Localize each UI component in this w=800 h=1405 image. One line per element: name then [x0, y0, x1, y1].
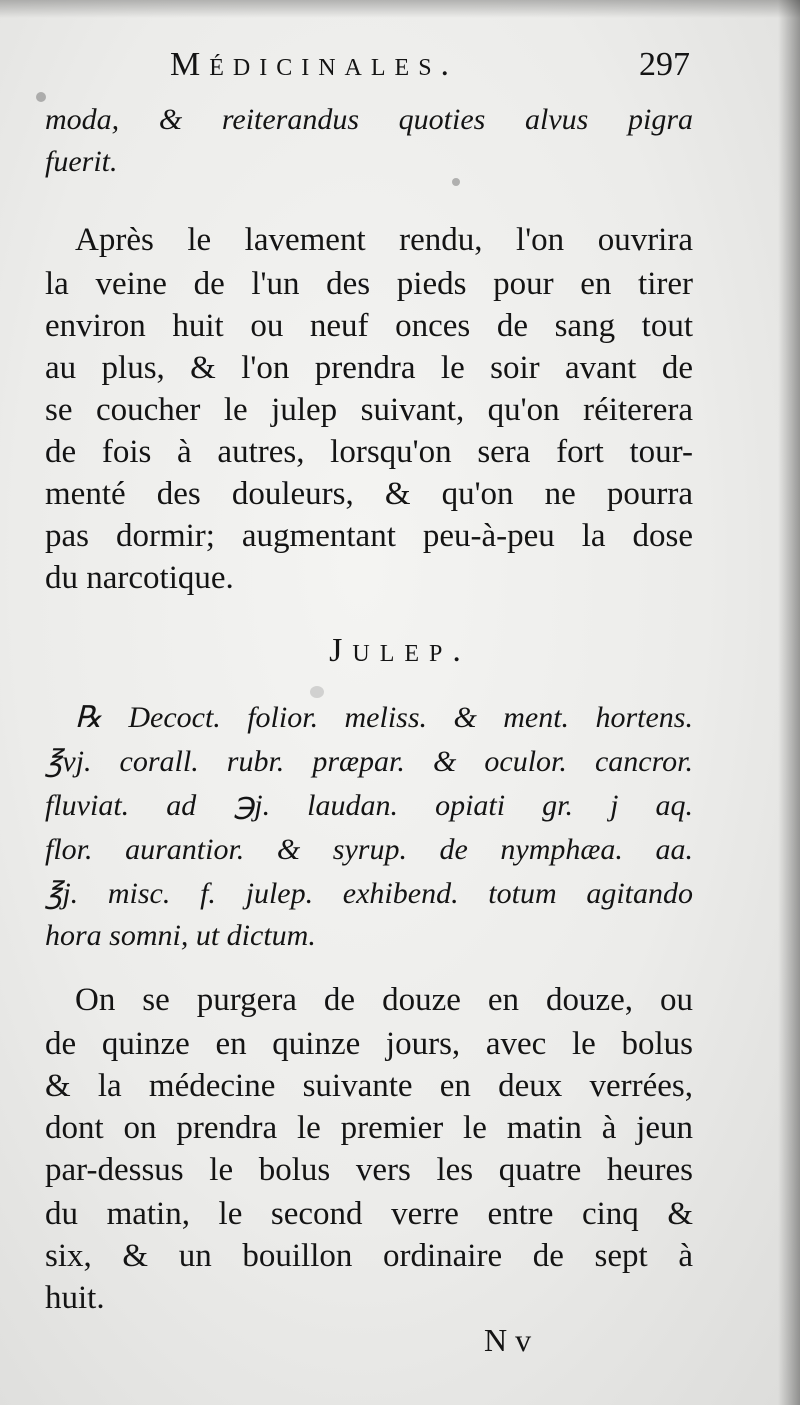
paragraph-2-line-6: de fois à autres, lorsqu'on sera fort tour-: [45, 434, 693, 470]
ink-smudge: [36, 92, 46, 102]
running-title: Médicinales.: [170, 46, 459, 83]
top-gutter-shadow: [0, 0, 800, 18]
prescription-line-2: ℥vj. corall. rubr. præpar. & oculor. cancror.: [45, 745, 693, 778]
ink-smudge: [452, 178, 460, 186]
paragraph-3-line-2: de quinze en quinze jours, avec le bolus: [45, 1026, 693, 1062]
paragraph-3-line-3: & la médecine suivante en deux verrées,: [45, 1068, 693, 1104]
paragraph-3-line-7: six, & un bouillon ordinaire de sept à: [45, 1238, 693, 1274]
paragraph-3-line-6: du matin, le second verre entre cinq &: [45, 1196, 693, 1232]
paragraph-3-line-5: par-dessus le bolus vers les quatre heures: [45, 1152, 693, 1188]
paragraph-3-line-8: huit.: [45, 1280, 105, 1316]
paragraph-2-line-3: environ huit ou neuf onces de sang tout: [45, 308, 693, 344]
paragraph-2-line-2: la veine de l'un des pieds pour en tirer: [45, 266, 693, 302]
paragraph-3-line-1: On se purgera de douze en douze, ou: [75, 982, 693, 1018]
paragraph-2-line-9: du narcotique.: [45, 560, 234, 596]
paragraph-2-line-1: Après le lavement rendu, l'on ouvrira: [75, 222, 693, 258]
prescription-line-6: hora somni, ut dictum.: [45, 919, 316, 952]
paragraph-2-line-4: au plus, & l'on prendra le soir avant de: [45, 350, 693, 386]
prescription-line-1: ℞ Decoct. folior. meliss. & ment. hortens.: [75, 701, 693, 734]
paragraph-3-line-4: dont on prendra le premier le matin à jeun: [45, 1110, 693, 1146]
ink-smudge: [310, 686, 324, 698]
signature-mark: N v: [484, 1322, 532, 1358]
right-edge-shadow: [778, 0, 800, 1405]
section-heading-julep: Julep.: [329, 632, 471, 669]
paragraph-2-line-5: se coucher le julep suivant, qu'on réiterera: [45, 392, 693, 428]
paragraph-1-line-2: fuerit.: [45, 145, 118, 178]
paragraph-1-line-1: moda, & reiterandus quoties alvus pigra: [45, 103, 693, 136]
prescription-line-3: fluviat. ad ℈j. laudan. opiati gr. j aq.: [45, 789, 693, 822]
prescription-line-4: flor. aurantior. & syrup. de nymphæa. aa.: [45, 833, 693, 866]
page-header: [170, 40, 690, 90]
paragraph-2-line-8: pas dormir; augmentant peu-à-peu la dose: [45, 518, 693, 554]
prescription-line-5: ℥j. misc. f. julep. exhibend. totum agitando: [45, 877, 693, 910]
page-number: 297: [639, 46, 690, 83]
paragraph-2-line-7: menté des douleurs, & qu'on ne pourra: [45, 476, 693, 512]
